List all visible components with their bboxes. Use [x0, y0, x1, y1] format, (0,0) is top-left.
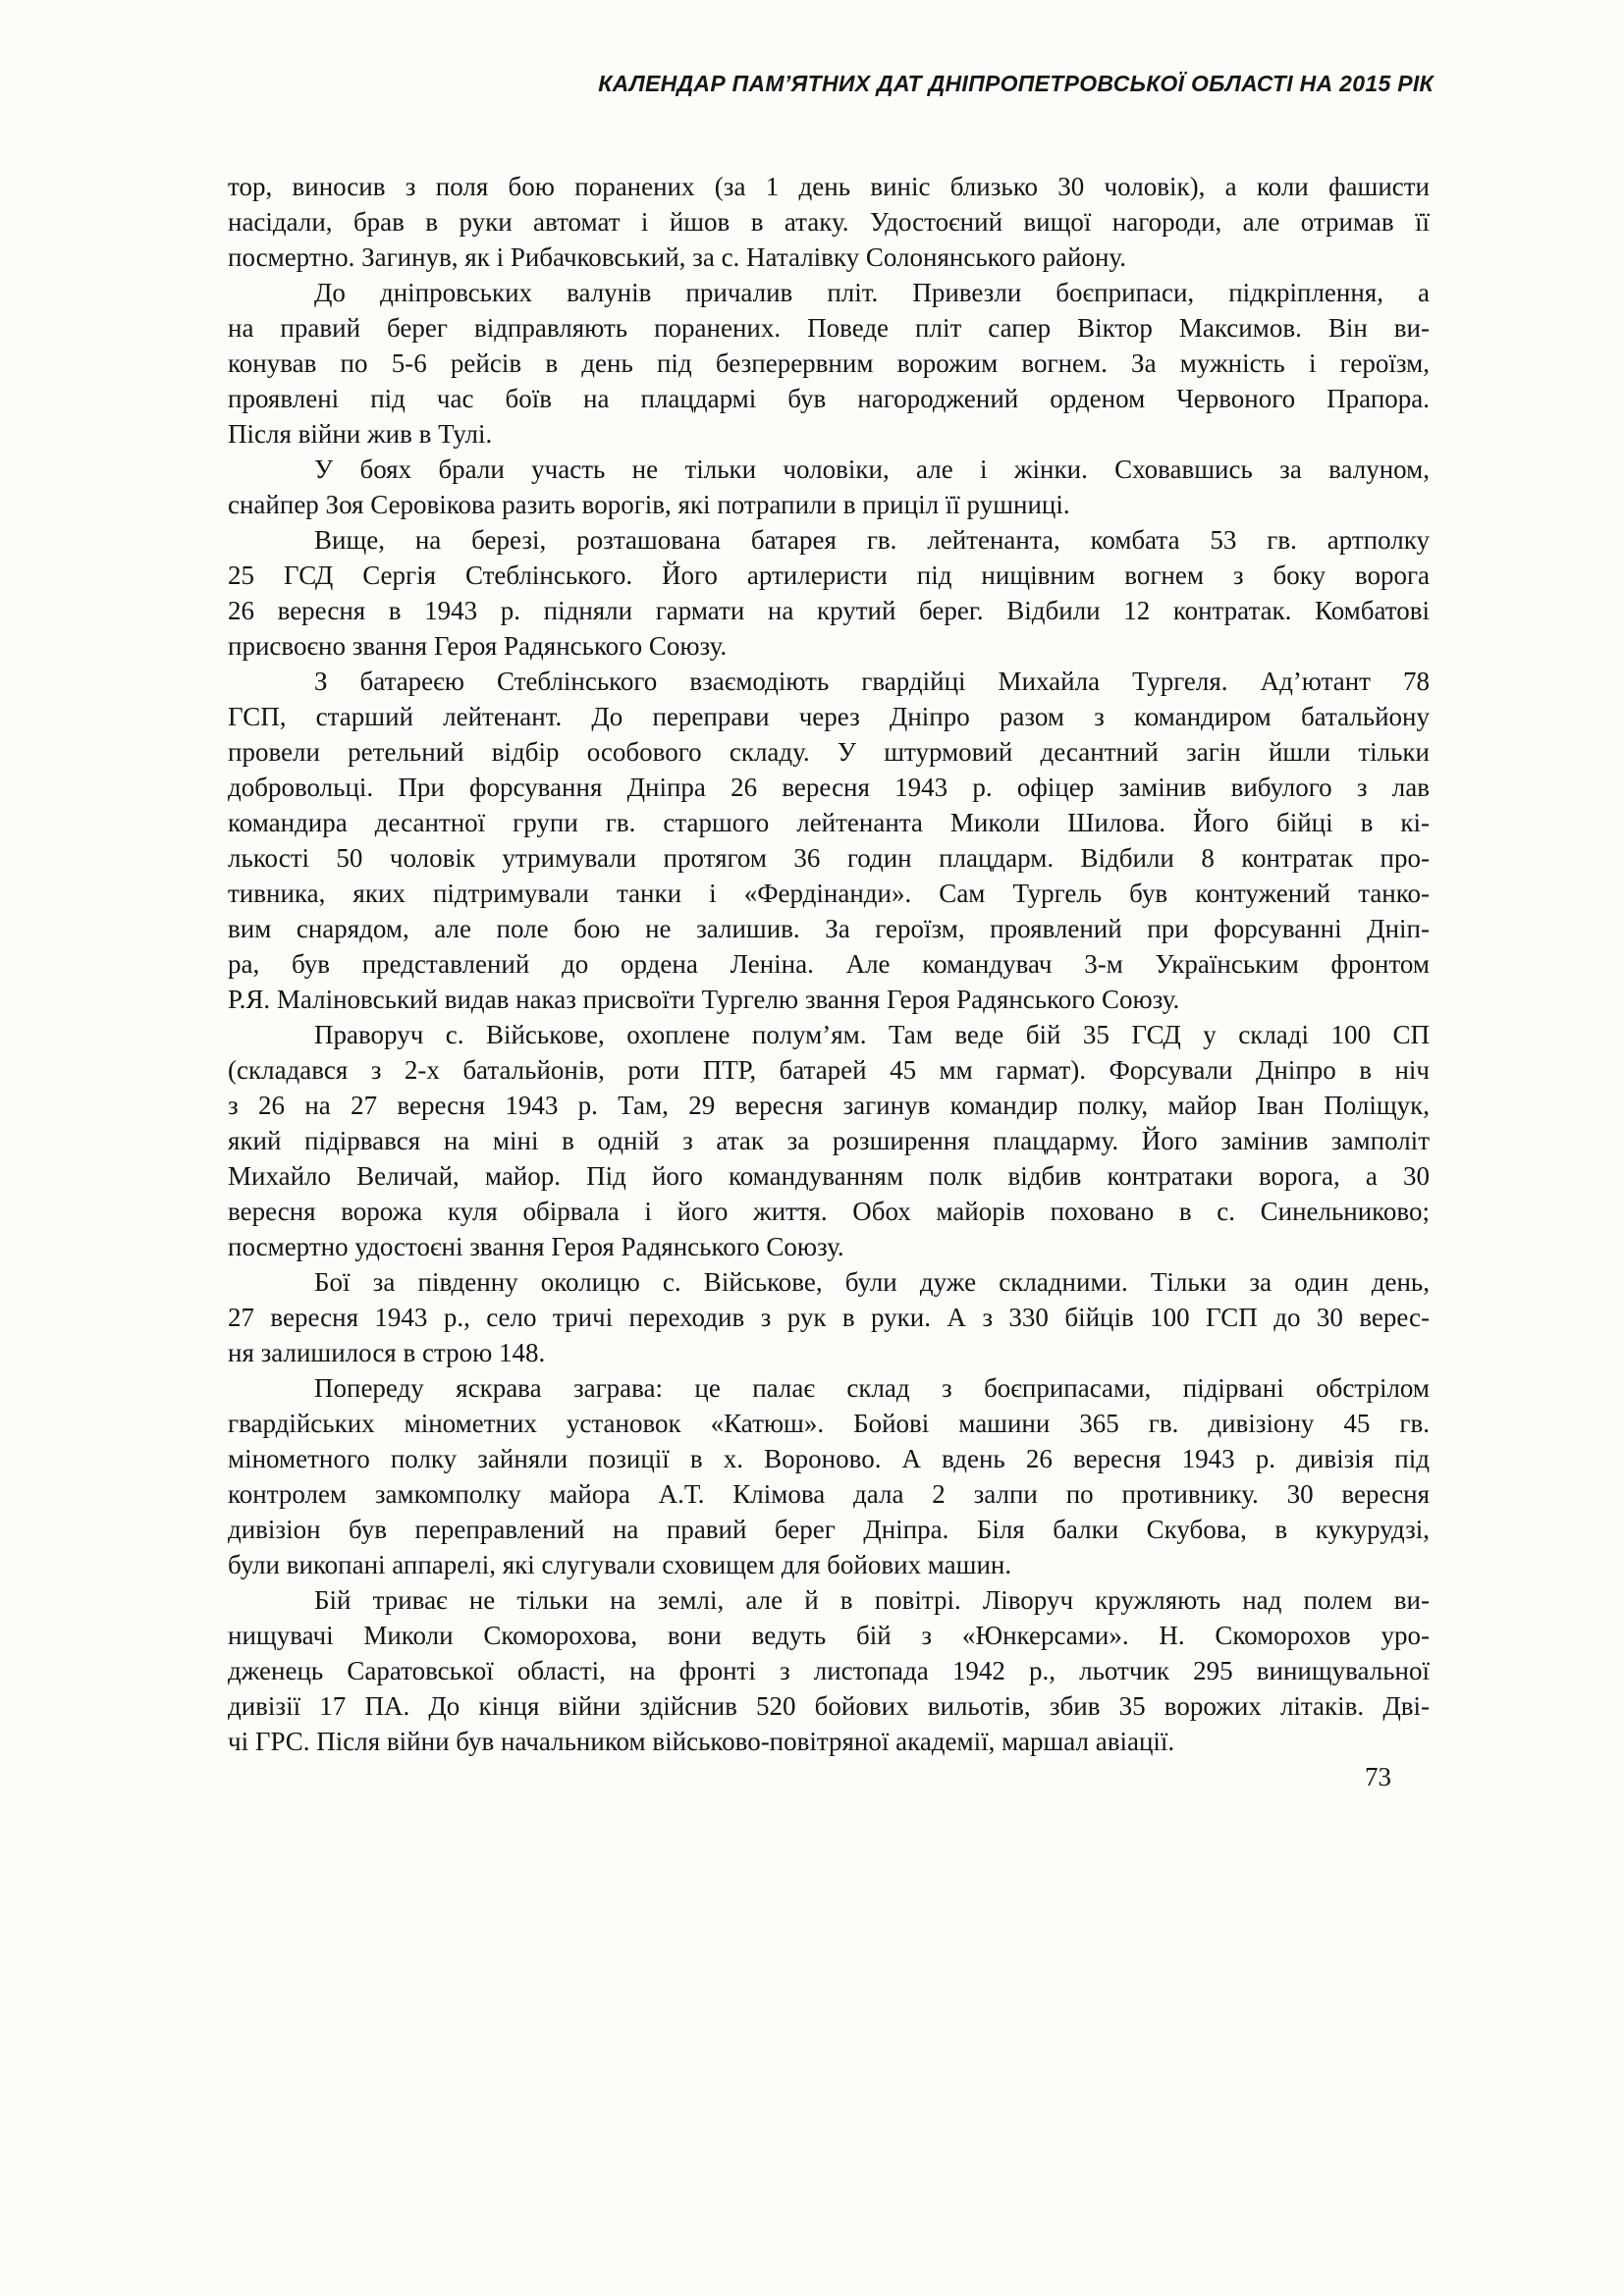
- text-line: ра, був представлений до ордена Леніна. Але командувач 3-м Українським фронтом: [228, 949, 1430, 979]
- paragraph: [228, 522, 1430, 664]
- text-line: проявлені під час боїв на плацдармі був нагороджений орденом Червоного Прапора.: [228, 384, 1430, 413]
- text-line: вим снарядом, але поле бою не залишив. За героїзм, проявлений при форсуванні Дніп-: [228, 914, 1430, 943]
- text-line: 25 ГСД Сергія Стеблінського. Його артилеристи під нищівним вогнем з боку ворога: [228, 561, 1430, 590]
- text-line: вересня ворожа куля обірвала і його життя. Обох майорів поховано в с. Синельниково;: [228, 1197, 1430, 1226]
- text-line: насідали, брав в руки автомат і йшов в атаку. Удостоєний вищої нагороди, але отримав її: [228, 207, 1430, 237]
- text-line: дженець Саратовської області, на фронті з листопада 1942 р., льотчик 295 винищувальної: [228, 1656, 1430, 1685]
- text-line: До дніпровських валунів причалив пліт. Привезли боєприпаси, підкріплення, а: [314, 278, 1430, 307]
- text-line: 26 вересня в 1943 р. підняли гармати на крутий берег. Відбили 12 контратак. Комбатові: [228, 596, 1430, 625]
- text-line: Праворуч с. Військове, охоплене полум’ям. Там веде бій 35 ГСД у складі 100 СП: [314, 1020, 1430, 1049]
- text-line: командира десантної групи гв. старшого лейтенанта Миколи Шилова. Його бійці в кі-: [228, 808, 1430, 837]
- text-line: гвардійських мінометних установок «Катюш». Бойові машини 365 гв. дивізіону 45 гв.: [228, 1409, 1430, 1438]
- paragraph: [228, 1582, 1430, 1759]
- text-line: конував по 5-6 рейсів в день під безперервним ворожим вогнем. За мужність і героїзм,: [228, 348, 1430, 378]
- paragraph: [228, 1017, 1430, 1264]
- text-line: тор, виносив з поля бою поранених (за 1 день виніс близько 30 чоловік), а коли фашисти: [228, 172, 1430, 201]
- text-line: Бої за південну околицю с. Військове, були дуже складними. Тільки за один день,: [314, 1267, 1430, 1297]
- text-line: дивізії 17 ПА. До кінця війни здійснив 520 бойових вильотів, збив 35 ворожих літаків. Дві-: [228, 1691, 1430, 1721]
- text-line: присвоєно звання Героя Радянського Союзу.: [228, 631, 728, 661]
- paragraph: [228, 1264, 1430, 1370]
- text-line: провели ретельний відбір особового складу. У штурмовий десантний загін йшли тільки: [228, 737, 1430, 767]
- text-line: який підірвався на міні в одній з атак за розширення плацдарму. Його замінив замполіт: [228, 1126, 1430, 1155]
- paragraph: [228, 275, 1430, 452]
- page-number: 73: [1365, 1762, 1391, 1791]
- text-line: У боях брали участь не тільки чоловіки, але і жінки. Сховавшись за валуном,: [314, 454, 1430, 484]
- paragraph: [228, 169, 1430, 275]
- text-line: Попереду яскрава заграва: це палає склад з боєприпасами, підірвані обстрілом: [314, 1373, 1430, 1403]
- body-text: [228, 169, 1430, 1759]
- paragraph: [228, 664, 1430, 1017]
- text-line: З батареєю Стеблінського взаємодіють гвардійці Михайла Тургеля. Ад’ютант 78: [314, 667, 1430, 696]
- text-line: ня залишилося в строю 148.: [228, 1338, 546, 1367]
- text-line: посмертно удостоєні звання Героя Радянського Союзу.: [228, 1232, 844, 1261]
- text-line: контролем замкомполку майора А.Т. Клімова дала 2 залпи по противнику. 30 вересня: [228, 1479, 1430, 1509]
- text-line: Після війни жив в Тулі.: [228, 419, 493, 449]
- text-line: Бій триває не тільки на землі, але й в повітрі. Ліворуч кружляють над полем ви-: [314, 1585, 1430, 1615]
- text-line: тивника, яких підтримували танки і «Фердінанди». Сам Тургель був контужений танко-: [228, 879, 1430, 908]
- text-line: нищувачі Миколи Скоморохова, вони ведуть бій з «Юнкерсами». Н. Скоморохов уро-: [228, 1621, 1430, 1650]
- text-line: лькості 50 чоловік утримували протягом 36 годин плацдарм. Відбили 8 контратак про-: [228, 843, 1430, 873]
- text-line: дивізіон був переправлений на правий берег Дніпра. Біля балки Скубова, в кукурудзі,: [228, 1515, 1430, 1544]
- text-line: на правий берег відправляють поранених. Поведе пліт сапер Віктор Максимов. Він ви-: [228, 313, 1430, 343]
- paragraph: [228, 1370, 1430, 1582]
- text-line: ГСП, старший лейтенант. До переправи через Дніпро разом з командиром батальйону: [228, 702, 1430, 731]
- text-line: посмертно. Загинув, як і Рибачковський, за с. Наталівку Солонянського району.: [228, 242, 1126, 272]
- text-line: були викопані аппарелі, які слугували сховищем для бойових машин.: [228, 1550, 1012, 1579]
- text-line: (складався з 2-х батальйонів, роти ПТР, батарей 45 мм гармат). Форсували Дніпро в ніч: [228, 1055, 1430, 1085]
- text-line: 27 вересня 1943 р., село тричі переходив з рук в руки. А з 330 бійців 100 ГСП до 30 верес-: [228, 1303, 1430, 1332]
- text-line: мінометного полку зайняли позиції в х. Вороново. А вдень 26 вересня 1943 р. дивізія під: [228, 1444, 1430, 1473]
- text-line: Р.Я. Маліновський видав наказ присвоїти Тургелю звання Героя Радянського Союзу.: [228, 985, 1180, 1014]
- text-line: Михайло Величай, майор. Під його командуванням полк відбив контратаки ворога, а 30: [228, 1161, 1430, 1191]
- paragraph: [228, 452, 1430, 522]
- text-line: з 26 на 27 вересня 1943 р. Там, 29 вересня загинув командир полку, майор Іван Поліщук,: [228, 1091, 1430, 1120]
- text-line: Вище, на березі, розташована батарея гв. лейтенанта, комбата 53 гв. артполку: [314, 525, 1430, 555]
- text-line: добровольці. При форсування Дніпра 26 вересня 1943 р. офіцер замінив вибулого з лав: [228, 773, 1430, 802]
- text-line: снайпер Зоя Серовікова разить ворогів, які потрапили в приціл її рушниці.: [228, 490, 1070, 519]
- running-header: КАЛЕНДАР ПАМ’ЯТНИХ ДАТ ДНІПРОПЕТРОВСЬКОЇ ОБЛАСТІ НА 2015 РІК: [598, 71, 1434, 96]
- text-line: чі ГРС. Після війни був начальником військово-повітряної академії, маршал авіації.: [228, 1727, 1175, 1756]
